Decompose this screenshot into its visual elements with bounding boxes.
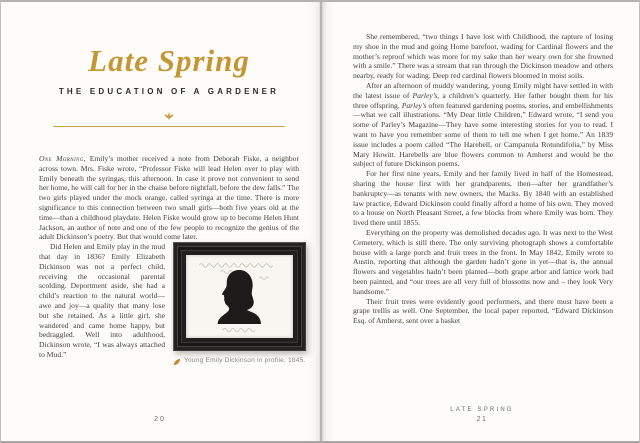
text-and-figure-row xyxy=(39,242,306,366)
chapter-subtitle: THE EDUCATION OF A GARDENER xyxy=(58,87,280,96)
running-footer xyxy=(323,407,640,423)
sprout-ornament-icon xyxy=(164,108,175,126)
left-text-column xyxy=(39,154,306,366)
picture-frame xyxy=(173,242,306,351)
body-paragraph: Everything on the property was demolished decades ago. It was next to the West Cemetery, which is still there. The only surviving photograph shows a comfortable house with a large porch and fruit trees in the front. In May 1842, Emily wrote to Austin, reporting that although the garden hadn’t gone in yet—that is, the annual flowers and vegetables hadn’t been planted—both grape arbor and lattice work had been painted, and “our trees are all very full of blossoms now and – they look Very handsome.” xyxy=(353,227,613,296)
page-gutter xyxy=(307,2,335,441)
chapter-title: Late Spring xyxy=(88,43,250,78)
page-right xyxy=(323,2,640,441)
leaf-icon xyxy=(173,358,181,366)
body-paragraph: One Morning, Emily’s mother received a note from Deborah Fiske, a neighbor across town. Mrs. Fiske wrote, “Professor Fiske will lead Helen over to play with Emily beneath the syringas, this afternoon. In case it prove not convenient to send her home, he will call for her in the chaise before nightfall, before the dew falls.” The two girls played under the mock orange, called syringa at the time. There is more significance to this connection between two small girls—both five years old at the time—than a childhood playdate. Helen Fiske would grow up to become Helen Hunt Jackson, an author of note and one of the few people to recognize the genius of the adult Dickinson’s poetry. But that would come later. xyxy=(39,154,299,242)
body-paragraph: For her first nine years, Emily and her family lived in half of the Homestead, sharing the house first with her grandparents, then—after her grandfather’s bankruptcy—as tenants with new owners, the Macks. By 1840 with an established law practice, Edward Dickinson could finally afford a home of his own. They moved to a house on North Pleasant Street, a few blocks from where Emily was born. They lived there until 1855. xyxy=(353,169,613,228)
chapter-header xyxy=(39,44,299,127)
page-number-left: 20 xyxy=(154,416,166,423)
body-paragraph: After an afternoon of muddy wandering, young Emily might have settled in with the latest issue of Parley’s, a children’s quarterly. Her father bought them for his three offspring. Parley’s often featured gardening poems, stories, and embellishments—what we call illustrations. “My Dear little Children,” Edward wrote, “I send you some of Parley’s Magazine—They have some interesting stories for you to read. I want to have you remember some of them to tell me when I get home.” An 1839 issue includes a poem called “The Harebell, or Campanula Rotundifolia,” by Miss Mary Howitt. Harebells are blue flowers common to Amherst and would be the subject of future Dickinson poems. xyxy=(353,80,613,169)
page-number-right: 21 xyxy=(476,416,488,423)
chapter-divider xyxy=(39,113,299,127)
running-footer-title: LATE SPRING xyxy=(450,407,514,413)
body-paragraph: She remembered, “two things I have lost with Childhood, the rapture of losing my shoe in the mud and going Home barefoot, wading for Cardinal flowers and the mother’s reproof which was more for my sake than her weary own for she frowned with a smile.” There was a stream that ran through the Dickinson meadow and others nearby, ready for wading. Deep red cardinal flowers bloomed in moist soils. xyxy=(353,32,613,81)
right-text-column xyxy=(353,32,613,326)
figure-caption xyxy=(173,357,306,366)
silhouette-figure xyxy=(173,242,306,366)
page-left xyxy=(1,2,319,441)
body-paragraph: Their fruit trees were evidently good performers, and there must have been a grape trellis as well. One September, the local paper reported, “Edward Dickinson Esq. of Amherst, sent over a basket xyxy=(353,296,613,326)
gold-rule xyxy=(53,126,285,127)
silhouette-profile xyxy=(218,270,261,324)
silhouette-image xyxy=(186,255,293,338)
body-paragraph: Did Helen and Emily play in the mud that day in 1836? Emily Elizabeth Dickinson was not a perfect child, receiving the occasional parental scolding. Deportment aside, she had a child’s reaction to the natural world—awe and joy—a quality that many lose but she retained. As a little girl, she wandered and came home happy, but bedraggled. Well into adulthood, Dickinson wrote, “I was always attached to Mud.” xyxy=(39,242,165,359)
figure-caption-text: Young Emily Dickinson in profile, 1845. xyxy=(184,357,306,365)
